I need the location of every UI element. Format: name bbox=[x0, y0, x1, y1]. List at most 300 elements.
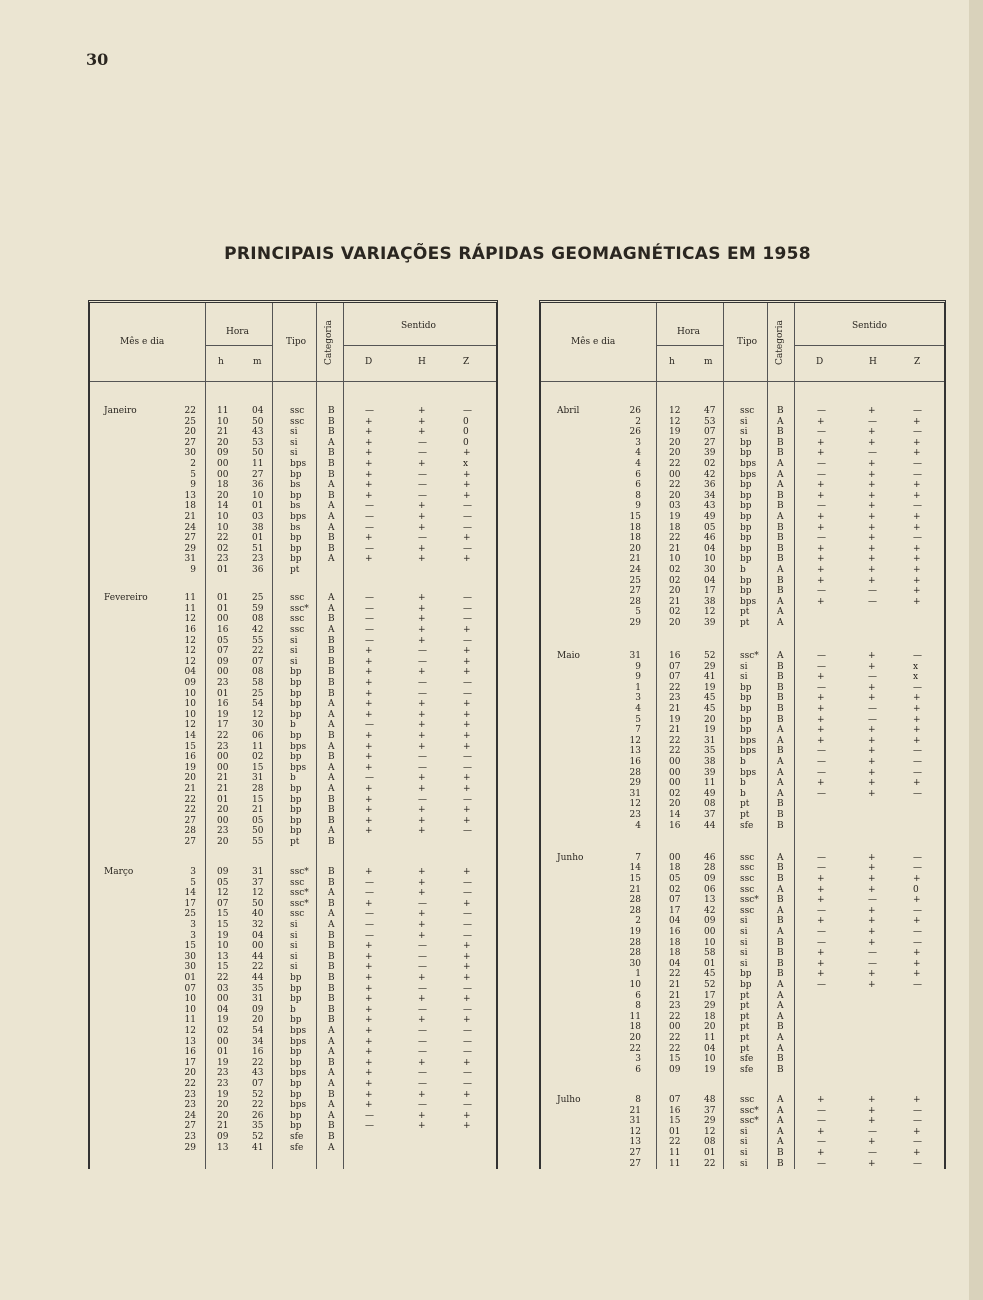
left-table-row bbox=[90, 826, 496, 837]
cell-sentido-d: + bbox=[817, 895, 825, 906]
cell-minute: 31 bbox=[252, 994, 264, 1005]
cell-sentido-h: — bbox=[418, 1047, 427, 1058]
cell-sentido-h: — bbox=[868, 714, 877, 725]
cell-categoria: B bbox=[328, 973, 335, 983]
cell-sentido-z: + bbox=[463, 941, 471, 952]
cell-tipo: ssc bbox=[290, 416, 305, 427]
cell-tipo: bps bbox=[290, 1068, 307, 1079]
cell-minute: 39 bbox=[704, 618, 716, 628]
cell-sentido-h: — bbox=[868, 448, 877, 459]
cell-hour: 20 bbox=[217, 437, 229, 448]
cell-categoria: A bbox=[328, 762, 335, 773]
cell-minute: 38 bbox=[704, 596, 716, 607]
cell-hour: 00 bbox=[217, 459, 229, 469]
cell-categoria: B bbox=[777, 586, 784, 597]
cell-day: 15 bbox=[629, 873, 641, 884]
left-header-divider bbox=[343, 303, 344, 381]
left-table-row bbox=[90, 427, 496, 438]
cell-sentido-h: + bbox=[868, 1094, 876, 1105]
cell-hour: 23 bbox=[217, 1068, 229, 1079]
cell-categoria: A bbox=[777, 778, 784, 789]
cell-categoria: B bbox=[777, 746, 784, 757]
cell-tipo: bp bbox=[290, 784, 302, 794]
cell-sentido-h: + bbox=[418, 815, 426, 826]
cell-minute: 26 bbox=[252, 1110, 264, 1121]
right-header-sentido: Sentido bbox=[852, 321, 887, 331]
cell-sentido-z: — bbox=[463, 688, 472, 699]
cell-day: 28 bbox=[629, 937, 641, 948]
cell-sentido-h: — bbox=[418, 437, 427, 448]
cell-sentido-z: + bbox=[463, 1110, 471, 1121]
cell-hour: 20 bbox=[217, 805, 229, 816]
cell-hour: 07 bbox=[669, 895, 681, 906]
cell-categoria: B bbox=[777, 437, 784, 448]
cell-categoria: B bbox=[777, 1064, 784, 1075]
cell-minute: 53 bbox=[704, 416, 716, 427]
cell-sentido-z: — bbox=[913, 1158, 922, 1169]
cell-day: 25 bbox=[184, 416, 196, 427]
cell-hour: 00 bbox=[217, 469, 229, 480]
cell-minute: 31 bbox=[252, 867, 264, 877]
cell-sentido-h: + bbox=[868, 937, 876, 948]
cell-sentido-h: + bbox=[418, 1110, 426, 1121]
cell-tipo: bps bbox=[740, 596, 757, 607]
cell-hour: 20 bbox=[217, 1100, 229, 1111]
cell-day: 28 bbox=[629, 948, 641, 959]
left-table-row bbox=[90, 752, 496, 763]
left-table-row bbox=[90, 604, 496, 615]
cell-categoria: B bbox=[328, 469, 335, 480]
cell-hour: 01 bbox=[669, 1126, 681, 1137]
cell-categoria: A bbox=[777, 767, 784, 778]
cell-sentido-h: + bbox=[868, 725, 876, 736]
cell-sentido-d: + bbox=[365, 973, 373, 983]
cell-sentido-h: + bbox=[418, 826, 426, 837]
cell-sentido-d: — bbox=[817, 863, 826, 874]
cell-sentido-d: — bbox=[817, 459, 826, 469]
cell-sentido-h: + bbox=[868, 651, 876, 661]
cell-sentido-h: + bbox=[868, 554, 876, 565]
cell-minute: 28 bbox=[704, 863, 716, 874]
cell-sentido-d: + bbox=[365, 459, 373, 469]
cell-sentido-d: + bbox=[365, 794, 373, 805]
cell-tipo: si bbox=[290, 437, 298, 448]
left-table-row bbox=[90, 720, 496, 731]
left-table-row bbox=[90, 491, 496, 502]
left-header-d: D bbox=[365, 357, 373, 367]
cell-sentido-d: + bbox=[817, 958, 825, 969]
cell-categoria: B bbox=[777, 501, 784, 512]
cell-sentido-h: + bbox=[868, 512, 876, 522]
cell-sentido-h: — bbox=[418, 656, 427, 667]
cell-day: 23 bbox=[629, 810, 641, 820]
cell-minute: 01 bbox=[704, 958, 716, 969]
left-month-label: Fevereiro bbox=[104, 593, 148, 604]
cell-minute: 11 bbox=[704, 1032, 716, 1043]
cell-hour: 10 bbox=[217, 522, 229, 533]
cell-sentido-h: + bbox=[418, 593, 426, 604]
cell-hour: 02 bbox=[217, 1026, 229, 1036]
cell-categoria: B bbox=[777, 427, 784, 438]
cell-sentido-h: + bbox=[418, 930, 426, 941]
cell-minute: 27 bbox=[704, 437, 716, 448]
cell-sentido-z: + bbox=[463, 784, 471, 794]
cell-hour: 03 bbox=[217, 983, 229, 994]
cell-categoria: A bbox=[777, 416, 784, 427]
left-table-row bbox=[90, 593, 496, 604]
cell-tipo: ssc* bbox=[740, 1105, 759, 1116]
cell-categoria: A bbox=[777, 480, 784, 491]
cell-sentido-z: — bbox=[913, 682, 922, 693]
cell-hour: 19 bbox=[217, 1057, 229, 1068]
right-header-divider bbox=[656, 303, 657, 381]
cell-day: 31 bbox=[629, 788, 641, 799]
left-table-row bbox=[90, 941, 496, 952]
cell-sentido-d: + bbox=[365, 1036, 373, 1047]
right-table-row bbox=[541, 853, 944, 864]
cell-minute: 32 bbox=[252, 920, 264, 930]
cell-sentido-h: — bbox=[418, 1026, 427, 1036]
cell-day: 11 bbox=[184, 593, 196, 604]
cell-tipo: ssc* bbox=[740, 651, 759, 661]
cell-categoria: B bbox=[777, 895, 784, 906]
cell-sentido-z: — bbox=[463, 1004, 472, 1015]
cell-categoria: A bbox=[328, 741, 335, 752]
cell-tipo: bp bbox=[740, 693, 752, 704]
cell-sentido-z: — bbox=[913, 926, 922, 937]
cell-minute: 39 bbox=[704, 448, 716, 459]
cell-hour: 19 bbox=[669, 512, 681, 522]
cell-day: 9 bbox=[635, 661, 641, 672]
cell-hour: 19 bbox=[217, 930, 229, 941]
cell-day: 09 bbox=[184, 678, 196, 688]
cell-hour: 15 bbox=[217, 909, 229, 920]
cell-categoria: B bbox=[328, 427, 335, 438]
right-header-row bbox=[541, 303, 944, 382]
cell-categoria: A bbox=[777, 1137, 784, 1148]
cell-minute: 44 bbox=[704, 820, 716, 831]
cell-sentido-h: + bbox=[418, 603, 426, 614]
left-table-row bbox=[90, 867, 496, 878]
cell-sentido-z: + bbox=[913, 522, 921, 533]
cell-hour: 18 bbox=[669, 863, 681, 874]
cell-sentido-z: — bbox=[463, 1026, 472, 1036]
cell-sentido-h: — bbox=[418, 794, 427, 805]
cell-sentido-h: + bbox=[418, 501, 426, 512]
cell-categoria: A bbox=[777, 852, 784, 863]
cell-sentido-h: + bbox=[868, 501, 876, 512]
cell-minute: 22 bbox=[252, 1100, 264, 1111]
cell-tipo: pt bbox=[740, 1032, 750, 1043]
cell-sentido-z: + bbox=[463, 490, 471, 501]
right-table-row bbox=[541, 618, 944, 629]
cell-minute: 43 bbox=[252, 1068, 264, 1079]
cell-tipo: bp bbox=[290, 794, 302, 805]
cell-day: 26 bbox=[629, 406, 641, 416]
cell-sentido-z: + bbox=[463, 656, 471, 667]
cell-sentido-z: + bbox=[913, 565, 921, 575]
cell-hour: 00 bbox=[217, 614, 229, 625]
cell-sentido-z: + bbox=[463, 962, 471, 973]
cell-sentido-h: + bbox=[868, 1105, 876, 1116]
cell-tipo: sfe bbox=[290, 1142, 304, 1153]
left-table-row bbox=[90, 710, 496, 721]
cell-sentido-h: — bbox=[868, 1126, 877, 1137]
left-header-mes-dia: Mês e dia bbox=[120, 337, 165, 347]
cell-sentido-h: + bbox=[418, 406, 426, 416]
cell-sentido-z: + bbox=[913, 512, 921, 522]
left-table-row bbox=[90, 667, 496, 678]
cell-minute: 22 bbox=[252, 1057, 264, 1068]
cell-hour: 21 bbox=[669, 704, 681, 714]
cell-minute: 43 bbox=[704, 501, 716, 512]
cell-minute: 52 bbox=[704, 979, 716, 990]
cell-hour: 04 bbox=[669, 916, 681, 927]
cell-tipo: bp bbox=[740, 543, 752, 554]
cell-day: 2 bbox=[635, 916, 641, 927]
cell-minute: 41 bbox=[704, 672, 716, 683]
table-left bbox=[88, 300, 498, 1169]
left-table-row bbox=[90, 699, 496, 710]
cell-categoria: B bbox=[328, 678, 335, 688]
left-table-row bbox=[90, 1026, 496, 1037]
cell-hour: 20 bbox=[669, 618, 681, 628]
cell-sentido-d: + bbox=[365, 962, 373, 973]
cell-categoria: A bbox=[328, 603, 335, 614]
cell-sentido-z: x bbox=[913, 661, 919, 672]
cell-sentido-d: — bbox=[817, 469, 826, 480]
cell-tipo: bp bbox=[290, 709, 302, 720]
cell-day: 17 bbox=[184, 1057, 196, 1068]
cell-tipo: bp bbox=[290, 688, 302, 699]
cell-sentido-z: — bbox=[463, 794, 472, 805]
cell-hour: 07 bbox=[669, 1094, 681, 1105]
right-header-divider bbox=[723, 303, 724, 381]
cell-minute: 19 bbox=[704, 1064, 716, 1075]
cell-hour: 21 bbox=[669, 990, 681, 1001]
cell-day: 28 bbox=[629, 596, 641, 607]
cell-minute: 04 bbox=[704, 575, 716, 586]
cell-tipo: bp bbox=[290, 699, 302, 710]
cell-day: 19 bbox=[629, 926, 641, 937]
cell-sentido-d: + bbox=[817, 575, 825, 586]
right-table-row bbox=[541, 427, 944, 438]
cell-day: 3 bbox=[635, 693, 641, 704]
cell-sentido-d: — bbox=[365, 930, 374, 941]
cell-sentido-h: + bbox=[868, 852, 876, 863]
left-table-row bbox=[90, 1015, 496, 1026]
right-table-row bbox=[541, 501, 944, 512]
cell-categoria: B bbox=[777, 1147, 784, 1158]
cell-sentido-h: + bbox=[418, 920, 426, 930]
cell-tipo: ssc bbox=[740, 852, 755, 863]
cell-sentido-d: + bbox=[817, 1094, 825, 1105]
cell-minute: 35 bbox=[252, 1121, 264, 1132]
cell-day: 3 bbox=[635, 437, 641, 448]
right-table-row bbox=[541, 672, 944, 683]
cell-sentido-h: + bbox=[868, 490, 876, 501]
cell-sentido-d: + bbox=[365, 983, 373, 994]
cell-sentido-h: + bbox=[418, 867, 426, 877]
cell-tipo: bps bbox=[740, 735, 757, 746]
cell-sentido-z: x bbox=[463, 459, 469, 469]
left-table-row bbox=[90, 1090, 496, 1101]
cell-sentido-d: — bbox=[365, 512, 374, 522]
cell-sentido-z: + bbox=[913, 586, 921, 597]
cell-categoria: A bbox=[328, 826, 335, 837]
cell-sentido-z: + bbox=[463, 973, 471, 983]
cell-tipo: si bbox=[290, 427, 298, 438]
cell-minute: 17 bbox=[704, 990, 716, 1001]
cell-tipo: ssc bbox=[290, 614, 305, 625]
cell-sentido-h: + bbox=[418, 994, 426, 1005]
right-table-row bbox=[541, 895, 944, 906]
cell-minute: 19 bbox=[704, 725, 716, 736]
cell-sentido-h: + bbox=[868, 863, 876, 874]
cell-minute: 07 bbox=[252, 1079, 264, 1089]
left-header-z: Z bbox=[463, 357, 470, 367]
cell-minute: 19 bbox=[704, 682, 716, 693]
left-table-row bbox=[90, 795, 496, 806]
cell-tipo: bp bbox=[740, 501, 752, 512]
cell-hour: 22 bbox=[217, 973, 229, 983]
left-table-row bbox=[90, 625, 496, 636]
cell-minute: 05 bbox=[252, 815, 264, 826]
cell-categoria: B bbox=[777, 916, 784, 927]
cell-hour: 12 bbox=[217, 888, 229, 899]
cell-hour: 16 bbox=[217, 625, 229, 635]
cell-minute: 38 bbox=[704, 757, 716, 767]
cell-minute: 03 bbox=[252, 512, 264, 522]
cell-hour: 21 bbox=[669, 979, 681, 990]
cell-minute: 34 bbox=[252, 1036, 264, 1047]
cell-sentido-h: + bbox=[868, 926, 876, 937]
cell-sentido-h: + bbox=[868, 905, 876, 916]
left-hora-line bbox=[205, 345, 272, 346]
cell-hour: 14 bbox=[217, 501, 229, 512]
cell-hour: 22 bbox=[669, 746, 681, 757]
left-month-label: Março bbox=[104, 867, 134, 877]
cell-sentido-d: — bbox=[365, 920, 374, 930]
right-table-row bbox=[541, 863, 944, 874]
cell-hour: 22 bbox=[669, 969, 681, 980]
cell-categoria: B bbox=[777, 969, 784, 980]
right-table-row bbox=[541, 448, 944, 459]
cell-hour: 01 bbox=[217, 593, 229, 604]
left-header-hora: Hora bbox=[226, 327, 249, 337]
cell-day: 12 bbox=[184, 614, 196, 625]
left-header-sentido: Sentido bbox=[401, 321, 436, 331]
left-table-row bbox=[90, 1005, 496, 1016]
right-table-row bbox=[541, 438, 944, 449]
right-table-row bbox=[541, 1127, 944, 1138]
cell-tipo: bp bbox=[290, 533, 302, 544]
cell-minute: 07 bbox=[704, 427, 716, 438]
cell-sentido-d: + bbox=[817, 778, 825, 789]
cell-day: 12 bbox=[629, 799, 641, 810]
cell-tipo: pt bbox=[740, 607, 750, 618]
cell-categoria: A bbox=[328, 699, 335, 710]
left-table-row bbox=[90, 731, 496, 742]
cell-minute: 10 bbox=[704, 937, 716, 948]
cell-hour: 23 bbox=[669, 1001, 681, 1012]
right-table-row bbox=[541, 1033, 944, 1044]
cell-categoria: A bbox=[777, 884, 784, 895]
right-table-row bbox=[541, 821, 944, 832]
cell-minute: 07 bbox=[252, 656, 264, 667]
cell-sentido-d: + bbox=[817, 725, 825, 736]
cell-sentido-h: + bbox=[868, 661, 876, 672]
left-table-row bbox=[90, 438, 496, 449]
right-table-row bbox=[541, 417, 944, 428]
cell-categoria: B bbox=[328, 614, 335, 625]
cell-sentido-z: — bbox=[463, 920, 472, 930]
cell-categoria: B bbox=[777, 672, 784, 683]
cell-tipo: si bbox=[290, 920, 298, 930]
cell-hour: 07 bbox=[669, 661, 681, 672]
cell-tipo: si bbox=[290, 646, 298, 657]
cell-categoria: B bbox=[777, 799, 784, 810]
left-header-tipo: Tipo bbox=[286, 337, 307, 347]
cell-tipo: bp bbox=[290, 1057, 302, 1068]
cell-minute: 58 bbox=[252, 678, 264, 688]
cell-sentido-d: + bbox=[365, 437, 373, 448]
cell-tipo: bps bbox=[740, 746, 757, 757]
cell-hour: 00 bbox=[217, 752, 229, 763]
cell-sentido-z: + bbox=[913, 554, 921, 565]
cell-sentido-z: — bbox=[463, 501, 472, 512]
cell-day: 14 bbox=[184, 888, 196, 899]
cell-day: 24 bbox=[184, 522, 196, 533]
cell-tipo: bp bbox=[290, 490, 302, 501]
cell-tipo: bs bbox=[290, 522, 301, 533]
cell-hour: 22 bbox=[217, 533, 229, 544]
cell-sentido-d: + bbox=[817, 916, 825, 927]
cell-categoria: A bbox=[328, 522, 335, 533]
right-table-row bbox=[541, 969, 944, 980]
cell-sentido-z: + bbox=[463, 1015, 471, 1026]
cell-sentido-h: + bbox=[418, 973, 426, 983]
cell-sentido-z: + bbox=[463, 1089, 471, 1100]
cell-minute: 01 bbox=[704, 1147, 716, 1158]
cell-minute: 45 bbox=[704, 693, 716, 704]
left-table-row bbox=[90, 448, 496, 459]
right-table-row bbox=[541, 662, 944, 673]
cell-day: 9 bbox=[635, 672, 641, 683]
cell-minute: 06 bbox=[704, 884, 716, 895]
cell-sentido-z: — bbox=[463, 1068, 472, 1079]
cell-sentido-d: — bbox=[365, 603, 374, 614]
cell-tipo: pt bbox=[740, 1001, 750, 1012]
cell-hour: 11 bbox=[217, 406, 229, 416]
cell-day: 3 bbox=[190, 930, 196, 941]
cell-tipo: bs bbox=[290, 480, 301, 491]
left-header-divider bbox=[205, 303, 206, 381]
cell-sentido-d: + bbox=[817, 884, 825, 895]
cell-categoria: A bbox=[328, 1068, 335, 1079]
cell-sentido-h: + bbox=[418, 877, 426, 888]
right-table-row bbox=[541, 810, 944, 821]
cell-minute: 52 bbox=[704, 651, 716, 661]
cell-sentido-h: + bbox=[418, 459, 426, 469]
cell-hour: 16 bbox=[669, 926, 681, 937]
cell-hour: 15 bbox=[669, 1116, 681, 1127]
cell-sentido-d: — bbox=[817, 682, 826, 693]
cell-minute: 36 bbox=[704, 480, 716, 491]
cell-sentido-z: — bbox=[913, 788, 922, 799]
cell-day: 30 bbox=[629, 958, 641, 969]
cell-day: 4 bbox=[635, 820, 641, 831]
